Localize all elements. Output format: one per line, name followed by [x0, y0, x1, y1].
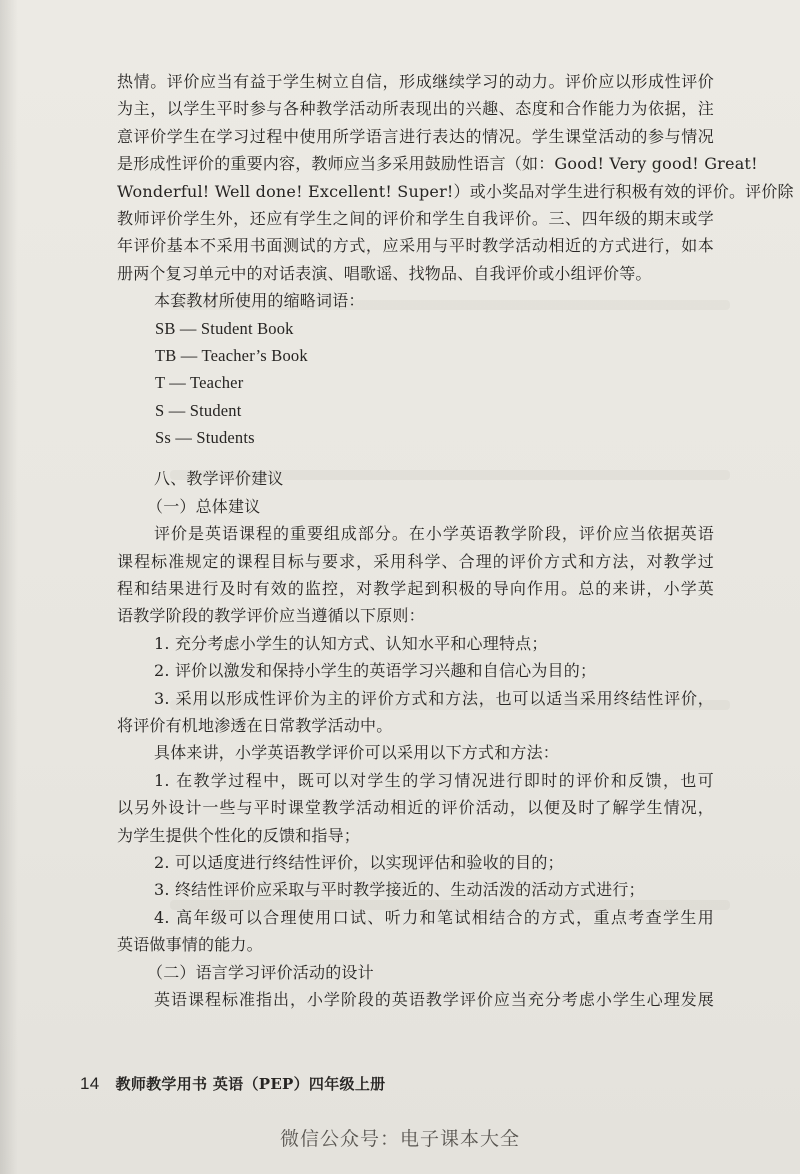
body-line: 教师评价学生外，还应有学生之间的评价和学生自我评价。三、四年级的期末或学	[117, 208, 714, 228]
body-line: Wonderful! Well done! Excellent! Super!）或小奖品对学生进行积极有效的评价。评价除	[117, 181, 794, 201]
body-line: 英语做事情的能力。	[117, 935, 263, 955]
method-item: 1. 在教学过程中，既可以对学生的学习情况进行即时的评价和反馈，也可	[154, 770, 714, 790]
body-line: 英语课程标准指出，小学阶段的英语教学评价应当充分考虑小学生心理发展	[154, 989, 714, 1009]
subsection-heading: （二）语言学习评价活动的设计	[147, 962, 374, 982]
abbreviation-sb: SB — Student Book	[155, 318, 294, 338]
body-line: 程和结果进行及时有效的监控，对教学起到积极的导向作用。总的来讲，小学英	[117, 579, 714, 599]
abbreviation-s: S — Student	[155, 400, 242, 420]
body-line: 是形成性评价的重要内容，教师应当多采用鼓励性语言（如：Good! Very good! Great!	[117, 154, 758, 174]
abbreviation-ss: Ss — Students	[155, 428, 255, 448]
body-line: 评价是英语课程的重要组成部分。在小学英语教学阶段，评价应当依据英语	[154, 524, 714, 544]
abbreviation-tb: TB — Teacher’s Book	[155, 345, 308, 365]
page-body	[117, 68, 794, 1013]
body-line: 为学生提供个性化的反馈和指导；	[117, 825, 361, 845]
method-item: 2. 可以适度进行终结性评价，以实现评估和验收的目的；	[154, 852, 564, 872]
principle-item: 1. 充分考虑小学生的认知方式、认知水平和心理特点；	[154, 633, 548, 653]
body-line: 以另外设计一些与平时课堂教学活动相近的评价活动，以便及时了解学生情况，	[117, 798, 714, 818]
body-line: 年评价基本不采用书面测试的方式，应采用与平时教学活动相近的方式进行，如本	[117, 236, 714, 256]
body-line: 语教学阶段的教学评价应当遵循以下原则：	[117, 606, 425, 626]
page-number: 14	[80, 1074, 100, 1093]
principle-item: 2. 评价以激发和保持小学生的英语学习兴趣和自信心为目的；	[154, 661, 597, 681]
subsection-heading: （一）总体建议	[147, 496, 261, 516]
page-footer	[80, 1073, 385, 1094]
body-line: 为主，以学生平时参与各种教学活动所表现出的兴趣、态度和合作能力为依据，注	[117, 99, 714, 119]
principle-item: 3. 采用以形成性评价为主的评价方式和方法，也可以适当采用终结性评价，	[154, 688, 714, 708]
body-line: 意评价学生在学习过程中使用所学语言进行表达的情况。学生课堂活动的参与情况	[117, 126, 714, 146]
body-line: 将评价有机地渗透在日常教学活动中。	[117, 715, 393, 735]
section-heading: 八、教学评价建议	[154, 469, 284, 489]
method-item: 3. 终结性评价应采取与平时教学接近的、生动活泼的活动方式进行；	[154, 880, 645, 900]
body-line: 册两个复习单元中的对话表演、唱歌谣、找物品、自我评价或小组评价等。	[117, 263, 652, 283]
body-line: 热情。评价应当有益于学生树立自信，形成继续学习的动力。评价应以形成性评价	[117, 72, 714, 91]
body-line: 课程标准规定的课程目标与要求，采用科学、合理的评价方式和方法，对教学过	[117, 551, 714, 571]
abbreviation-intro: 本套教材所使用的缩略词语：	[154, 291, 365, 311]
spacer	[117, 451, 714, 465]
watermark-text: 微信公众号：电子课本大全	[279, 1128, 520, 1150]
book-title: 教师教学用书 英语（PEP）四年级上册	[115, 1075, 386, 1093]
method-item: 4. 高年级可以合理使用口试、听力和笔试相结合的方式，重点考查学生用	[154, 907, 714, 927]
body-line: 具体来讲，小学英语教学评价可以采用以下方式和方法：	[154, 743, 560, 763]
abbreviation-t: T — Teacher	[155, 373, 244, 393]
